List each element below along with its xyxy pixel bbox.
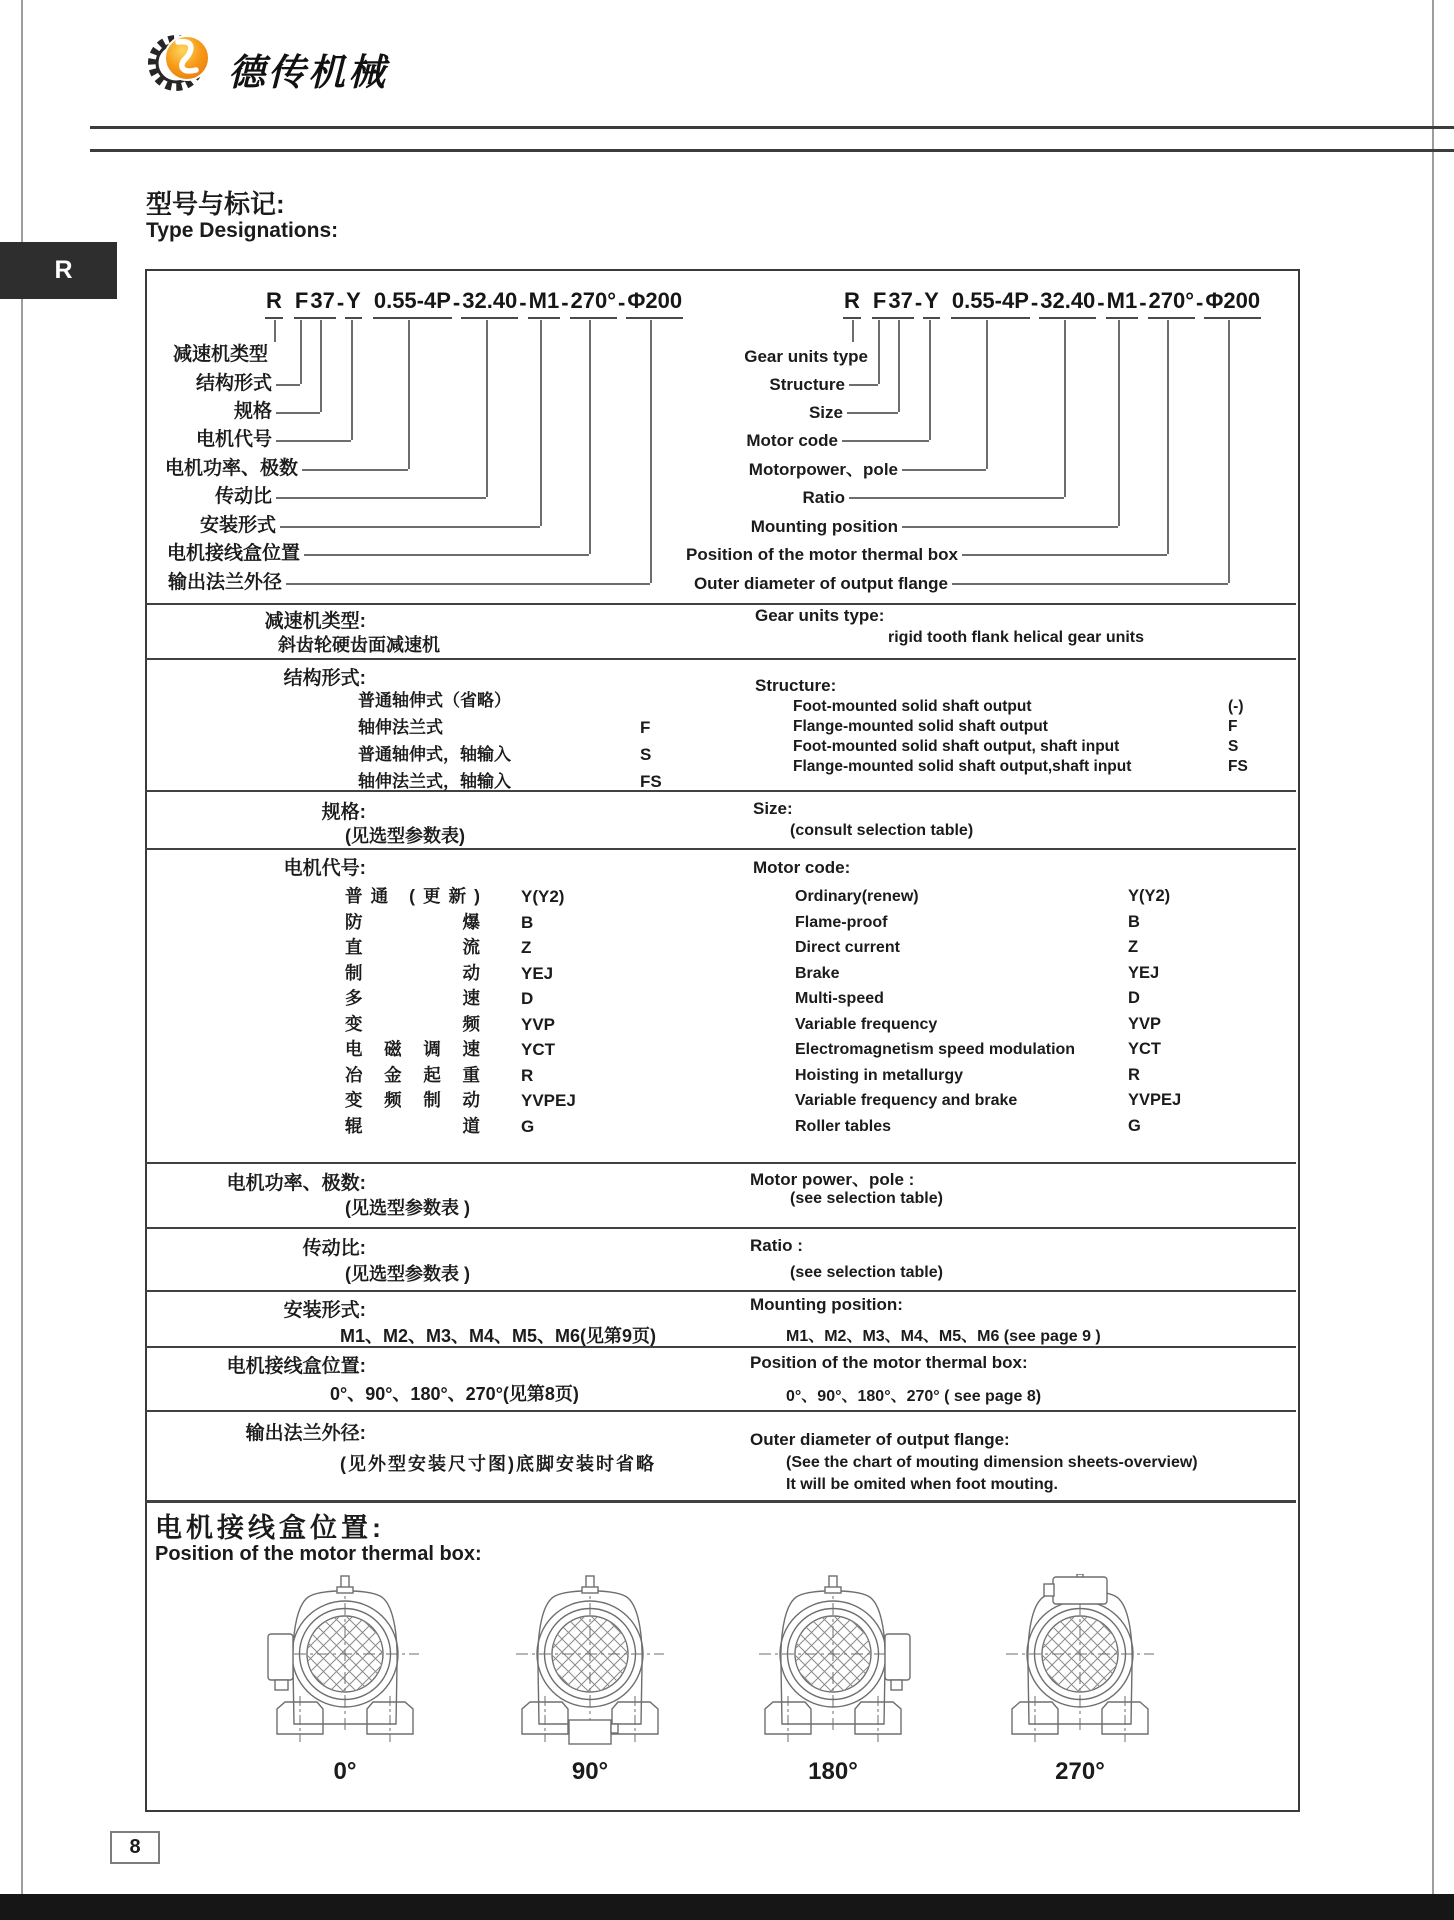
section-value: rigid tooth flank helical gear units — [888, 629, 1145, 646]
brand-logo-icon — [146, 24, 222, 103]
code-part: - — [452, 290, 461, 315]
code-part: - — [914, 290, 923, 315]
motor-code-value: R — [1128, 1065, 1140, 1084]
motor-position-label: 180° — [808, 1758, 858, 1785]
connector-vline — [1064, 320, 1066, 497]
motor-code-value: YVP — [521, 1014, 556, 1034]
motor-code-value: D — [1128, 989, 1140, 1007]
connector-vline — [540, 320, 542, 526]
motor-code-label-cn: 冶金起重 — [345, 1064, 480, 1085]
diagram-label-cn: 输出法兰外径 — [167, 572, 282, 593]
structure-item-label: 轴伸法兰式，轴输入 — [358, 772, 511, 791]
section-title: 电机代号: — [283, 858, 366, 879]
section-divider — [145, 1162, 1296, 1164]
connector-vline — [300, 320, 302, 384]
connector-hline — [302, 469, 408, 471]
motor-code-label-cn: 变频制动 — [345, 1090, 480, 1110]
motor-code-value: G — [1128, 1116, 1141, 1135]
section-value: (See the chart of mouting dimension sheets-overview) — [786, 1454, 1198, 1471]
structure-item-label: 轴伸法兰式 — [358, 718, 443, 737]
motor-position-labels — [0, 1758, 1454, 1794]
code-part: 0.55-4P — [373, 288, 452, 319]
section-value: (see selection table) — [790, 1264, 943, 1281]
code-part: 32.40 — [1039, 288, 1096, 319]
motor-code-label-en: Hoisting in metallurgy — [795, 1066, 964, 1084]
connector-hline — [847, 412, 898, 414]
diagram-label-en: Gear units type — [744, 347, 868, 366]
motor-code-label-en: Variable frequency — [795, 1015, 938, 1033]
motor-code-label-cn: 防 爆 — [345, 911, 480, 932]
section-value: M1、M2、M3、M4、M5、M6(见第9页) — [340, 1326, 657, 1346]
structure-items-cn — [358, 687, 838, 795]
motor-code-row — [345, 1088, 1295, 1114]
motor-code-label-en: Electromagnetism speed modulation — [795, 1041, 1076, 1058]
section-title: 规格: — [321, 802, 366, 823]
code-part: R — [843, 288, 861, 319]
section-divider — [145, 848, 1296, 850]
structure-item-row — [358, 768, 838, 795]
connector-vline — [320, 320, 322, 412]
structure-item-code: F — [1228, 718, 1238, 735]
motor-code-row — [345, 884, 1295, 910]
code-part: Y — [345, 288, 362, 319]
section-value: 0°、90°、180°、270° ( see page 8) — [786, 1388, 1042, 1405]
section-title: Ratio : — [750, 1236, 803, 1255]
section-value: (consult selection table) — [790, 822, 974, 839]
motor-code-row — [345, 1012, 1295, 1038]
code-part: R — [265, 288, 283, 319]
section-divider — [145, 1500, 1296, 1503]
section-value: (见选型参数表) — [345, 826, 465, 846]
section-title: Structure: — [755, 676, 837, 695]
structure-item-code: FS — [1228, 758, 1248, 775]
motor-code-table — [345, 884, 1295, 1139]
code-part: - — [1030, 290, 1039, 315]
section-value: (见外型安装尺寸图)底脚安装时省略 — [340, 1454, 656, 1474]
code-part: 32.40 — [461, 288, 518, 319]
page-number: 8 — [110, 1831, 160, 1864]
code-part — [940, 316, 951, 319]
connector-hline — [280, 526, 540, 528]
motor-code-value: Y(Y2) — [1128, 887, 1171, 905]
section-value: It will be omited when foot mouting. — [786, 1476, 1058, 1493]
motor-code-label-cn: 辊 道 — [345, 1115, 480, 1136]
structure-item-row — [358, 714, 838, 741]
motor-code-label-en: Brake — [795, 964, 840, 982]
connector-hline — [276, 497, 486, 499]
connector-hline — [902, 526, 1118, 528]
code-part: - — [1196, 290, 1204, 315]
motor-code-row — [345, 935, 1295, 961]
motor-code-label-cn: 制 动 — [345, 962, 480, 983]
connector-hline — [842, 440, 929, 442]
motor-code-row — [345, 986, 1295, 1012]
section-title: 电机功率、极数: — [226, 1173, 366, 1194]
motor-code-row — [345, 961, 1295, 987]
connector-hline — [276, 412, 320, 414]
connector-vline — [929, 320, 931, 440]
section-value: 斜齿轮硬齿面减速机 — [278, 635, 440, 655]
structure-item-code: F — [640, 718, 651, 737]
diagram-label-cn: 减速机类型 — [172, 344, 268, 365]
connector-hline — [902, 469, 986, 471]
structure-item-label: Flange-mounted solid shaft output — [793, 718, 1048, 735]
code-part — [362, 316, 373, 319]
motor-code-label-cn: 多 速 — [345, 988, 480, 1008]
diagram-label-cn: 结构形式 — [195, 373, 272, 394]
structure-item-row — [793, 737, 1293, 757]
code-part: F — [872, 288, 887, 319]
code-part: - — [1097, 290, 1105, 315]
motor-code-value: B — [521, 912, 534, 932]
connector-hline — [952, 583, 1228, 585]
motor-code-value: B — [1128, 912, 1140, 931]
structure-item-label: 普通轴伸式（省略） — [358, 691, 511, 710]
header-rule-1 — [90, 126, 1454, 129]
connector-vline — [408, 320, 410, 469]
motor-code-label-en: Roller tables — [795, 1117, 892, 1135]
code-part: Y — [923, 288, 940, 319]
motor-code-row — [345, 1037, 1295, 1063]
section-title: Position of the motor thermal box: — [750, 1353, 1028, 1372]
structure-item-row — [793, 717, 1293, 737]
section-title: 电机接线盒位置: — [226, 1356, 366, 1377]
motor-code-value: YCT — [1128, 1040, 1161, 1058]
motor-code-label-cn: 变 频 — [345, 1013, 480, 1034]
motor-code-value: YVPEJ — [521, 1091, 576, 1110]
connector-hline — [276, 384, 300, 386]
diagram-label-en: Motorpower、pole — [748, 460, 898, 479]
connector-vline — [589, 320, 591, 554]
connector-vline — [986, 320, 988, 469]
code-part: - — [336, 290, 345, 315]
model-code-right — [843, 288, 1261, 319]
motor-position-label: 0° — [333, 1758, 357, 1785]
structure-item-label: Foot-mounted solid shaft output — [793, 698, 1032, 715]
code-part: F — [294, 288, 309, 319]
motor-drawing-180 — [753, 1574, 913, 1752]
motor-code-label-en: Direct current — [795, 939, 900, 956]
section-divider — [145, 1227, 1296, 1229]
code-part: M1 — [1106, 288, 1139, 319]
header-rule-2 — [90, 149, 1454, 152]
motor-figure-svg — [510, 1574, 670, 1752]
diagram-label-en: Motor code — [746, 431, 838, 450]
section-value: 0°、90°、180°、270°(见第8页) — [330, 1384, 579, 1404]
bottom-bar — [0, 1894, 1454, 1920]
section-title: 减速机类型: — [264, 611, 366, 632]
bottom-title-en: Position of the motor thermal box: — [155, 1543, 482, 1565]
motor-position-label: 270° — [1055, 1758, 1105, 1785]
connector-hline — [849, 384, 878, 386]
motor-code-label-en: Variable frequency and brake — [795, 1092, 1018, 1109]
connector-vline — [1228, 320, 1230, 583]
page-title-en: Type Designations: — [146, 219, 339, 242]
diagram-label-cn: 电机功率、极数 — [164, 458, 298, 479]
code-part: 0.55-4P — [951, 288, 1030, 319]
bottom-title-cn: 电机接线盒位置: — [155, 1513, 385, 1543]
motor-code-value: YVP — [1128, 1014, 1162, 1033]
section-divider — [145, 658, 1296, 660]
page-border-right — [1432, 0, 1434, 1894]
code-part: Φ200 — [1204, 288, 1261, 319]
structure-item-code: S — [1228, 738, 1239, 755]
section-title: Motor power、pole : — [750, 1170, 915, 1189]
section-divider — [145, 603, 1296, 605]
code-part — [283, 316, 294, 319]
section-value: (见选型参数表 ) — [345, 1264, 470, 1284]
motor-code-value: D — [521, 989, 534, 1008]
structure-item-row — [358, 741, 838, 768]
motor-figure-svg — [753, 1574, 913, 1752]
section-title: 输出法兰外径: — [245, 1423, 366, 1444]
motor-figure-svg — [1000, 1574, 1160, 1752]
connector-hline — [276, 440, 351, 442]
diagram-label-en: Structure — [769, 375, 845, 394]
code-part: 270° — [570, 288, 618, 319]
structure-item-label: 普通轴伸式，轴输入 — [358, 745, 511, 764]
motor-code-row — [345, 1114, 1295, 1140]
code-part: 37 — [309, 288, 335, 319]
diagram-label-cn: 安装形式 — [199, 515, 276, 536]
motor-code-row — [345, 910, 1295, 936]
section-title: 传动比: — [302, 1238, 366, 1259]
code-part: 37 — [887, 288, 913, 319]
connector-vline — [486, 320, 488, 497]
code-part — [861, 316, 872, 319]
motor-code-value: G — [521, 1116, 535, 1136]
structure-item-row — [793, 757, 1293, 777]
motor-figure-svg — [265, 1574, 425, 1752]
structure-item-label: Flange-mounted solid shaft output,shaft input — [793, 758, 1132, 775]
motor-code-row — [345, 1063, 1295, 1089]
motor-code-label-cn: 普通 (更新) — [345, 886, 480, 906]
diagram-label-cn: 传动比 — [214, 486, 272, 507]
motor-code-label-cn: 直 流 — [345, 937, 480, 957]
motor-code-value: YEJ — [521, 963, 554, 983]
diagram-label-en: Ratio — [802, 488, 845, 507]
diagram-label-cn: 电机接线盒位置 — [166, 543, 300, 564]
motor-drawing-270 — [1000, 1574, 1160, 1752]
motor-code-value: R — [521, 1065, 534, 1085]
section-title: Outer diameter of output flange: — [750, 1430, 1010, 1449]
section-title: 安装形式: — [283, 1300, 366, 1321]
diagram-label-en: Mounting position — [750, 517, 898, 536]
connector-vline — [898, 320, 900, 412]
motor-code-value: YVPEJ — [1128, 1091, 1182, 1109]
connector-hline — [849, 497, 1064, 499]
connector-vline — [274, 320, 276, 342]
side-tab: R — [0, 242, 117, 299]
motor-position-label: 90° — [571, 1758, 609, 1785]
connector-hline — [304, 554, 589, 556]
diagram-label-en: Outer diameter of output flange — [693, 574, 948, 593]
motor-code-value: Z — [1128, 938, 1139, 956]
motor-code-label-cn: 电磁调速 — [345, 1039, 480, 1059]
section-divider — [145, 1346, 1296, 1348]
section-divider — [145, 1290, 1296, 1292]
connector-vline — [1118, 320, 1120, 526]
section-value: (见选型参数表 ) — [345, 1198, 470, 1218]
code-part: - — [1139, 290, 1147, 315]
code-part: 270° — [1148, 288, 1196, 319]
motor-code-value: YCT — [521, 1040, 555, 1059]
code-part: M1 — [528, 288, 561, 319]
section-value: (see selection table) — [790, 1190, 943, 1207]
model-code-left — [265, 288, 683, 319]
connector-vline — [1167, 320, 1169, 554]
structure-items-en — [793, 697, 1293, 777]
motor-code-label-en: Multi-speed — [795, 990, 884, 1007]
motor-code-label-en: Ordinary(renew) — [795, 888, 919, 905]
motor-code-value: YEJ — [1128, 963, 1160, 982]
structure-item-code: FS — [640, 772, 662, 791]
structure-item-row — [793, 697, 1293, 717]
motor-code-value: Y(Y2) — [521, 887, 565, 906]
diagram-label-en: Position of the motor thermal box — [685, 545, 958, 564]
code-part: - — [519, 290, 527, 315]
code-part: - — [618, 290, 626, 315]
connector-hline — [286, 583, 650, 585]
page-title-cn: 型号与标记: — [146, 189, 285, 219]
diagram-label-cn: 电机代号 — [195, 429, 272, 450]
section-title: Size: — [753, 799, 793, 818]
motor-drawing-90 — [510, 1574, 670, 1752]
motor-code-label-en: Flame-proof — [795, 913, 888, 931]
diagram-label-cn: 规格 — [233, 401, 272, 422]
section-divider — [145, 1410, 1296, 1412]
section-title: 结构形式: — [283, 668, 366, 689]
diagram-label-en: Size — [808, 403, 843, 422]
motor-drawing-0 — [265, 1574, 425, 1752]
section-title: Motor code: — [753, 858, 851, 877]
code-part: Φ200 — [626, 288, 683, 319]
connector-hline — [962, 554, 1167, 556]
section-value: M1、M2、M3、M4、M5、M6 (see page 9 ) — [786, 1328, 1101, 1345]
connector-vline — [852, 320, 854, 342]
structure-item-label: Foot-mounted solid shaft output, shaft input — [793, 738, 1120, 755]
code-part: - — [561, 290, 569, 315]
section-title: Gear units type: — [755, 606, 885, 625]
motor-code-value: Z — [521, 938, 532, 957]
section-title: Mounting position: — [750, 1295, 903, 1314]
brand-name: 德传机械 — [228, 52, 388, 93]
structure-item-code: S — [640, 745, 652, 764]
connector-vline — [351, 320, 353, 440]
structure-item-code: (-) — [1228, 698, 1244, 715]
connector-vline — [878, 320, 880, 384]
